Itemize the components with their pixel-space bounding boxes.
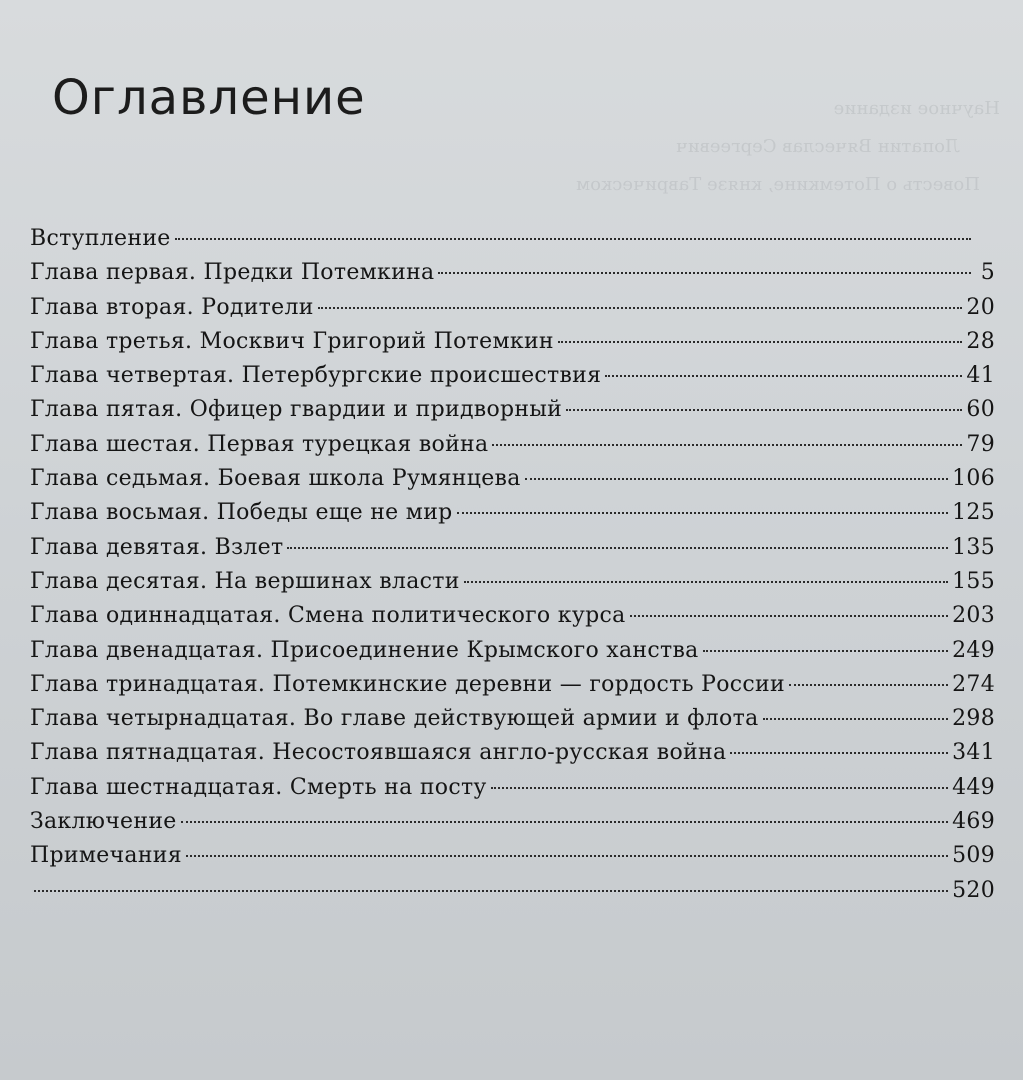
toc-entry-page-number: 79 [966,431,995,457]
toc-entry-title: Глава четвертая. Петербургские происшествия [30,363,602,389]
toc-entry-title: Заключение [30,809,177,835]
dot-leader [763,718,949,720]
toc-entry-page-number: 520 [952,877,995,903]
toc-entry [30,397,995,431]
toc-entry [30,569,995,603]
toc-entry-title: Глава четырнадцатая. Во главе действующей армии и флота [30,706,759,732]
toc-entry-title: Глава девятая. Взлет [30,534,284,560]
toc-entry-title: Глава десятая. На вершинах власти [30,568,460,594]
toc-entry-page-number: 298 [952,706,995,732]
toc-entry [30,843,995,877]
dot-leader [703,650,949,652]
dot-leader [730,752,948,754]
dot-leader [558,341,963,343]
dot-leader [464,581,948,583]
toc-entry-title: Примечания [30,843,182,869]
dot-leader [630,615,949,617]
toc-entry [30,260,995,294]
toc-entry-page-number: 449 [952,774,995,800]
toc-entry-page-number: 28 [966,328,995,354]
toc-entry-page-number: 274 [952,671,995,697]
toc-entry [30,672,995,706]
toc-entry [30,603,995,637]
toc-entry-page-number: 155 [952,568,995,594]
dot-leader [181,821,948,823]
toc-entry [30,775,995,809]
toc-entry [30,329,995,363]
ghost-line: Лопатин Вячеслав Сергеевич [675,136,960,157]
toc-entry-title: Глава первая. Предки Потемкина [30,260,435,286]
toc-entry [30,432,995,466]
page-title: Оглавление [52,70,366,126]
toc-entry [30,535,995,569]
dot-leader [318,307,963,309]
toc-entry-title: Глава двенадцатая. Присоединение Крымского ханства [30,637,699,663]
toc-entry [30,809,995,843]
dot-leader [175,238,971,240]
dot-leader [492,444,962,446]
toc-entry-title: Глава пятая. Офицер гвардии и придворный [30,397,563,423]
bleed-through-text [380,90,1000,204]
dot-leader [491,787,948,789]
dot-leader [789,684,948,686]
toc-entry [30,363,995,397]
toc-entry-page-number: 60 [966,397,995,423]
table-of-contents [30,226,995,912]
toc-entry-title: Глава третья. Москвич Григорий Потемкин [30,328,554,354]
toc-entry-title: Глава одиннадцатая. Смена политического курса [30,603,626,629]
toc-entry-page-number: 5 [980,260,995,286]
toc-entry [30,226,995,260]
dot-leader [287,547,948,549]
toc-entry-page-number: 509 [952,843,995,869]
toc-entry-page-number: 469 [952,809,995,835]
toc-entry-title: Глава вторая. Родители [30,294,314,320]
dot-leader [566,409,962,411]
toc-entry-title: Глава седьмая. Боевая школа Румянцева [30,466,521,492]
dot-leader [605,375,962,377]
ghost-line: Научное издание [833,98,1000,119]
toc-entry-page-number: 106 [952,466,995,492]
toc-entry [30,466,995,500]
toc-entry [30,706,995,740]
toc-entry-title: Вступление [30,226,171,251]
toc-entry [30,500,995,534]
toc-entry-page-number: 341 [952,740,995,766]
toc-entry-page-number: 203 [952,603,995,629]
toc-entry-title: Глава шестая. Первая турецкая война [30,431,489,457]
toc-entry-page-number: 249 [952,637,995,663]
toc-entry [30,638,995,672]
dot-leader [34,890,948,892]
toc-entry-title: Глава тринадцатая. Потемкинские деревни — гордость России [30,671,785,697]
toc-entry-title: Глава восьмая. Победы еще не мир [30,500,453,526]
dot-leader [525,478,948,480]
toc-entry [30,740,995,774]
dot-leader [438,272,971,274]
toc-entry-title: Глава пятнадцатая. Несостоявшаяся англо-русская война [30,740,727,766]
toc-entry [30,878,995,912]
toc-entry-page-number: 135 [952,534,995,560]
toc-entry [30,295,995,329]
dot-leader [457,512,949,514]
toc-entry-page-number: 125 [952,500,995,526]
ghost-line: Повесть о Потемкине, князе Таврическом [576,174,980,195]
toc-entry-page-number: 20 [966,294,995,320]
toc-entry-title: Глава шестнадцатая. Смерть на посту [30,774,487,800]
toc-entry-page-number: 41 [966,363,995,389]
dot-leader [186,855,948,857]
